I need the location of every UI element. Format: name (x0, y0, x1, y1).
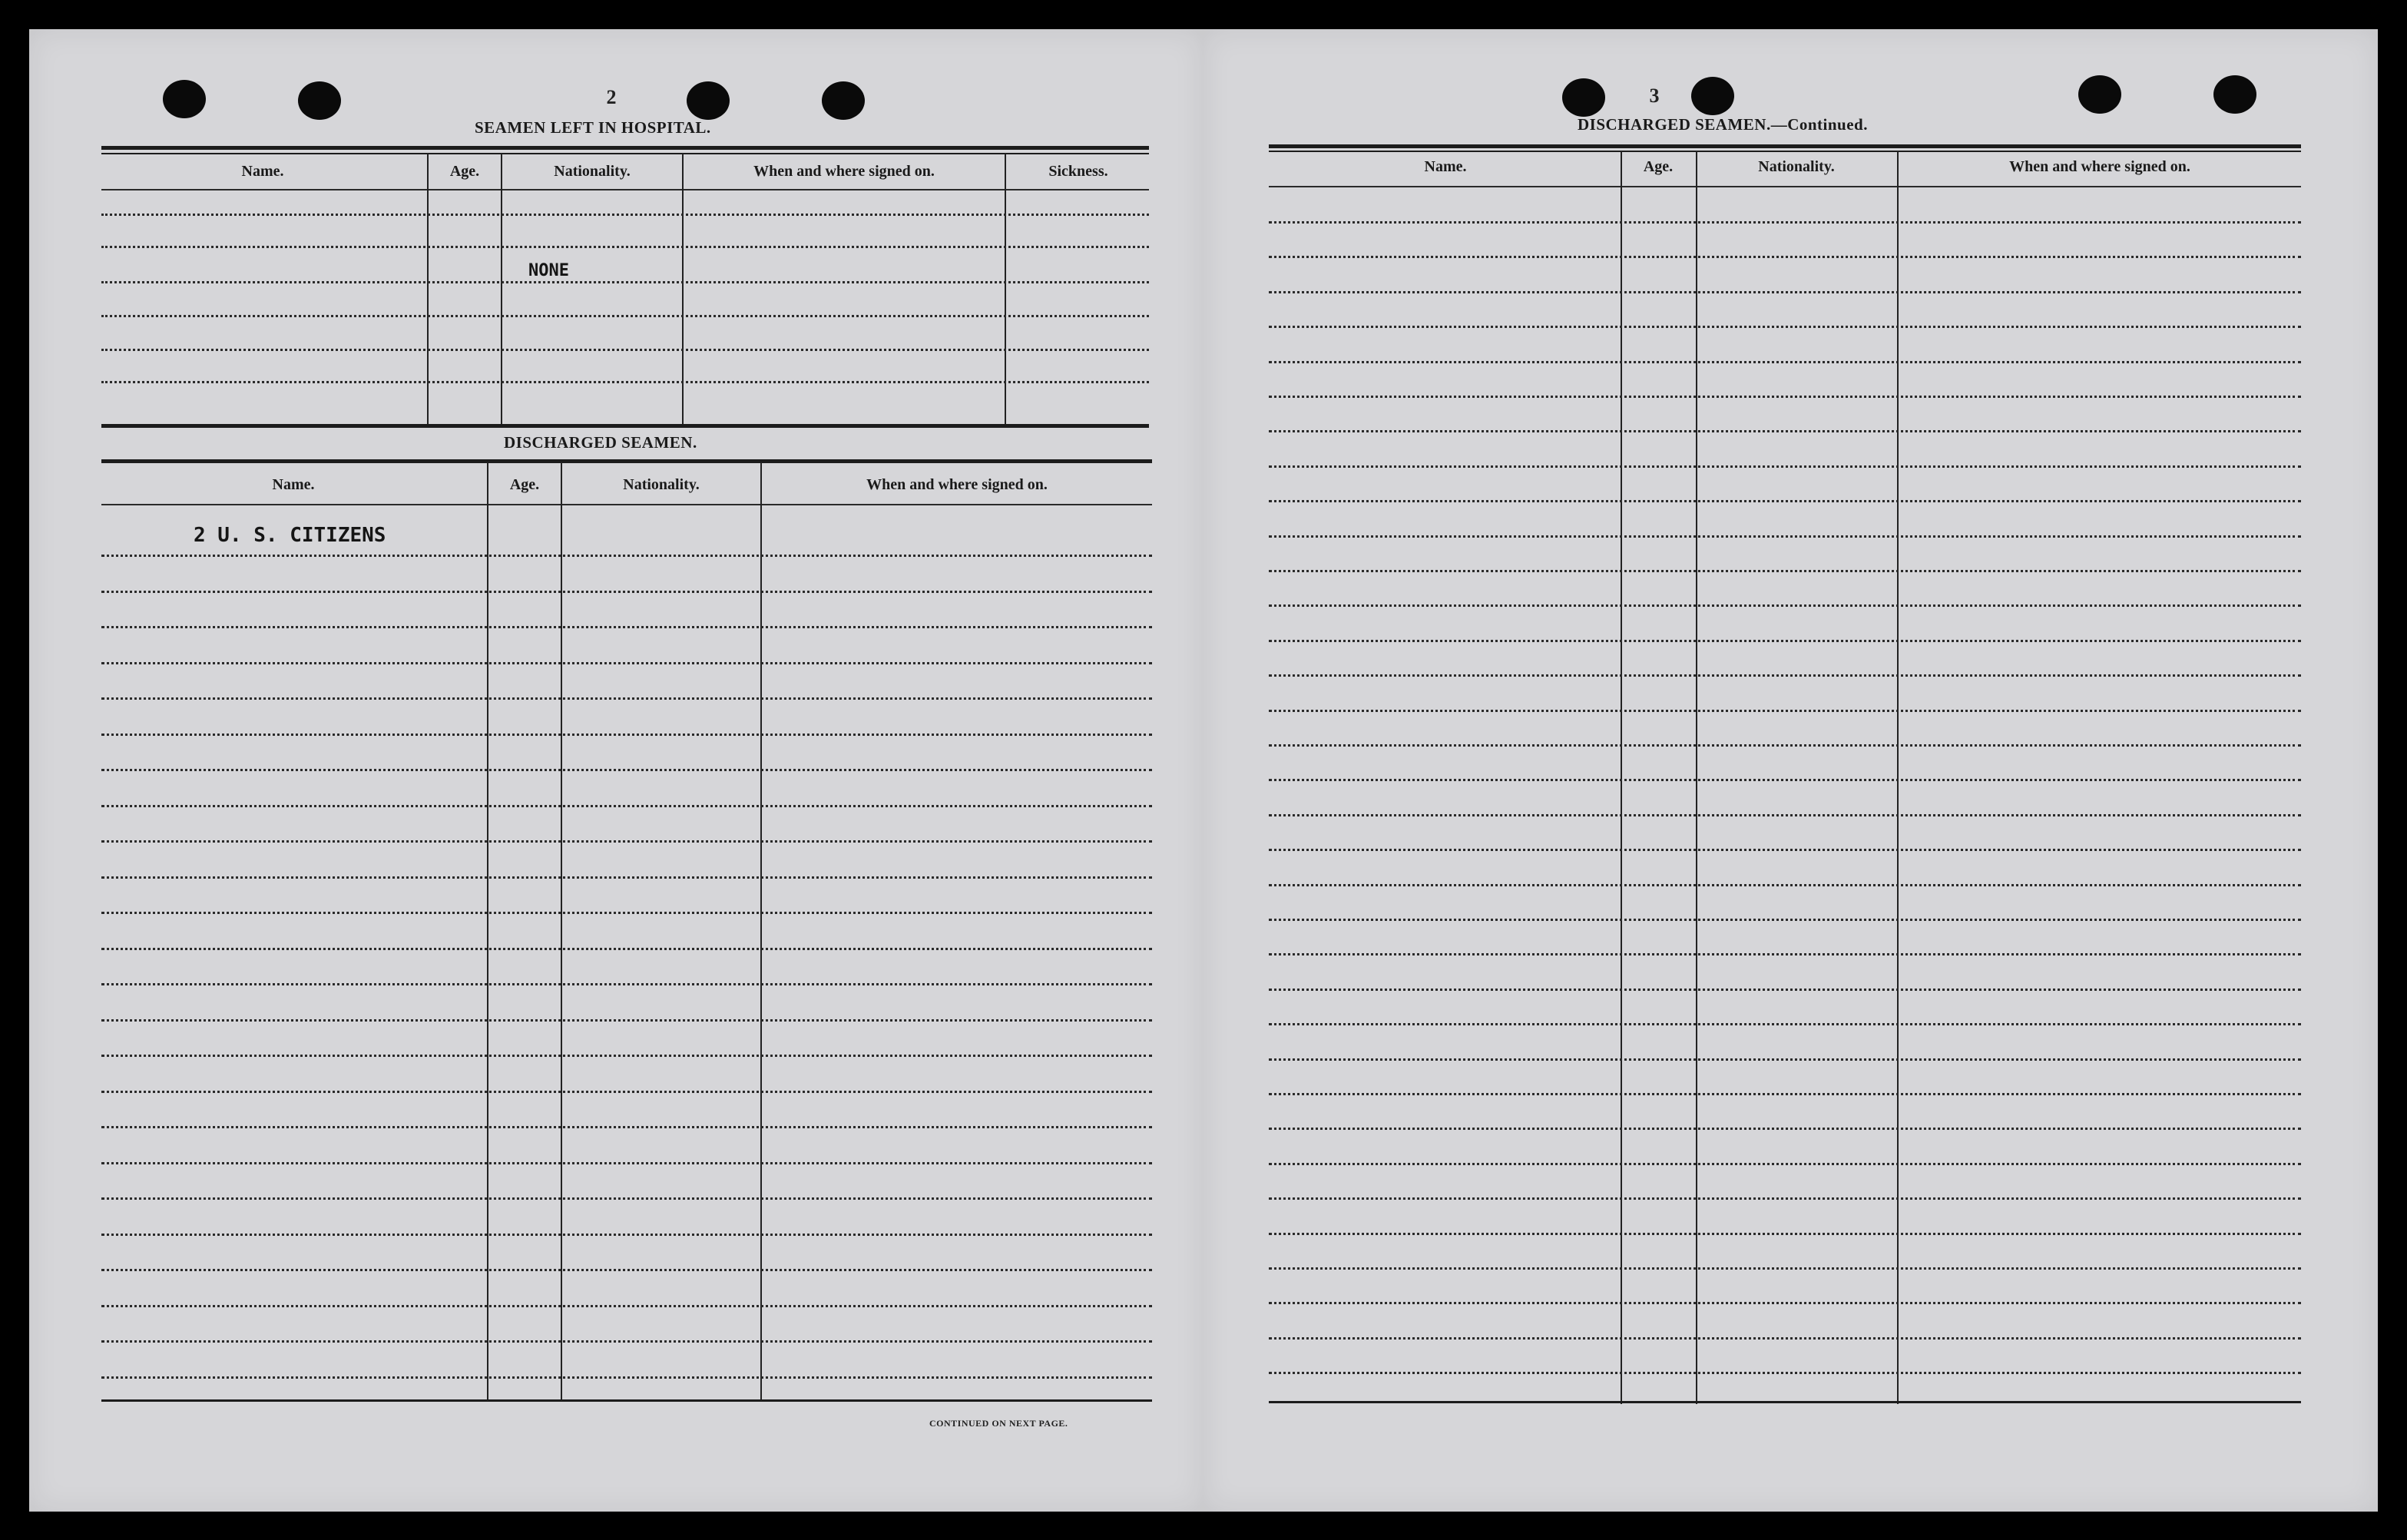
ruled-line (1269, 1267, 2301, 1270)
ruled-line (101, 1162, 1152, 1164)
page-number: 2 (606, 86, 617, 108)
ruled-line (101, 948, 1152, 950)
ruled-line (101, 1091, 1152, 1093)
ruled-line (1269, 1163, 2301, 1165)
ruled-line (101, 1305, 1152, 1307)
ruled-line (101, 1019, 1152, 1022)
column-header-signed-on: When and where signed on. (866, 476, 1048, 493)
ruled-line (1269, 710, 2301, 712)
ruled-line (1269, 1093, 2301, 1095)
discharged-section-title: DISCHARGED SEAMEN. (504, 433, 697, 452)
ruled-line (1269, 570, 2301, 572)
ruled-line (1269, 1302, 2301, 1304)
ruled-line (1269, 1128, 2301, 1130)
ruled-line (101, 805, 1152, 807)
discharged-table (101, 459, 1152, 1442)
column-header-signed-on: When and where signed on. (2009, 158, 2190, 175)
discharged-continued-table (1269, 144, 2301, 1450)
discharged-entry-text: 2 U. S. CITIZENS (194, 524, 386, 547)
column-header-nationality: Nationality. (554, 163, 631, 180)
continued-note: CONTINUED ON NEXT PAGE. (929, 1418, 1068, 1429)
ruled-line (1269, 640, 2301, 642)
ruled-line (1269, 884, 2301, 886)
ruled-line (1269, 1372, 2301, 1374)
ruled-line (1269, 814, 2301, 816)
ruled-line (1269, 674, 2301, 677)
ruled-line (1269, 1233, 2301, 1235)
ruled-line (1269, 535, 2301, 538)
continued-section-title: DISCHARGED SEAMEN.—Continued. (1578, 115, 1868, 134)
left-page (29, 29, 1203, 1512)
ruled-line (1269, 919, 2301, 921)
right-page (1203, 29, 2378, 1512)
ruled-line (1269, 989, 2301, 991)
punch-hole-icon (298, 81, 341, 120)
ruled-line (101, 1055, 1152, 1057)
ruled-line (101, 591, 1152, 593)
ruled-line (1269, 849, 2301, 851)
ruled-line (101, 1269, 1152, 1271)
punch-hole-icon (1562, 78, 1605, 117)
column-header-age: Age. (449, 163, 480, 180)
ruled-line (1269, 1197, 2301, 1200)
ruled-line (1269, 604, 2301, 607)
ruled-line (101, 1197, 1152, 1200)
punch-hole-icon (2213, 75, 2256, 114)
ruled-line (101, 876, 1152, 879)
ruled-line (1269, 396, 2301, 398)
page-number: 3 (1649, 84, 1660, 107)
ruled-line (1269, 256, 2301, 258)
punch-hole-icon (163, 80, 206, 118)
ruled-line (101, 1340, 1152, 1343)
ruled-line (101, 1126, 1152, 1128)
ruled-line (1269, 291, 2301, 293)
ruled-line (101, 840, 1152, 843)
ruled-line (101, 697, 1152, 700)
ruled-line (1269, 744, 2301, 747)
ruled-line (101, 626, 1152, 628)
ruled-line (1269, 953, 2301, 955)
ruled-line (101, 555, 1152, 557)
ruled-line (1269, 1058, 2301, 1061)
punch-hole-icon (2078, 75, 2121, 114)
column-header-name: Name. (241, 163, 284, 180)
hospital-entry-text: NONE (528, 261, 569, 280)
ruled-line (101, 912, 1152, 914)
ruled-line (101, 662, 1152, 664)
column-header-age: Age. (509, 476, 540, 493)
ruled-line (1269, 361, 2301, 363)
ruled-line (1269, 500, 2301, 502)
ruled-line (1269, 326, 2301, 328)
column-header-name: Name. (272, 476, 315, 493)
ruled-line (1269, 430, 2301, 432)
column-header-nationality: Nationality. (1758, 158, 1835, 175)
punch-hole-icon (822, 81, 865, 120)
hospital-section-title: SEAMEN LEFT IN HOSPITAL. (475, 118, 711, 137)
ruled-line (1269, 221, 2301, 224)
column-header-sickness: Sickness. (1048, 163, 1108, 180)
ruled-line (101, 734, 1152, 736)
punch-hole-icon (1691, 77, 1734, 115)
ruled-line (101, 769, 1152, 771)
ruled-line (101, 1234, 1152, 1236)
hospital-table (101, 146, 1149, 453)
ruled-line (1269, 1023, 2301, 1025)
column-header-signed-on: When and where signed on. (753, 163, 935, 180)
column-header-age: Age. (1643, 158, 1674, 175)
ruled-line (1269, 465, 2301, 468)
punch-hole-icon (687, 81, 730, 120)
ruled-line (101, 1376, 1152, 1379)
column-header-name: Name. (1424, 158, 1467, 175)
column-header-nationality: Nationality. (623, 476, 700, 493)
ruled-line (1269, 779, 2301, 781)
ruled-line (101, 983, 1152, 985)
ruled-line (1269, 1337, 2301, 1340)
